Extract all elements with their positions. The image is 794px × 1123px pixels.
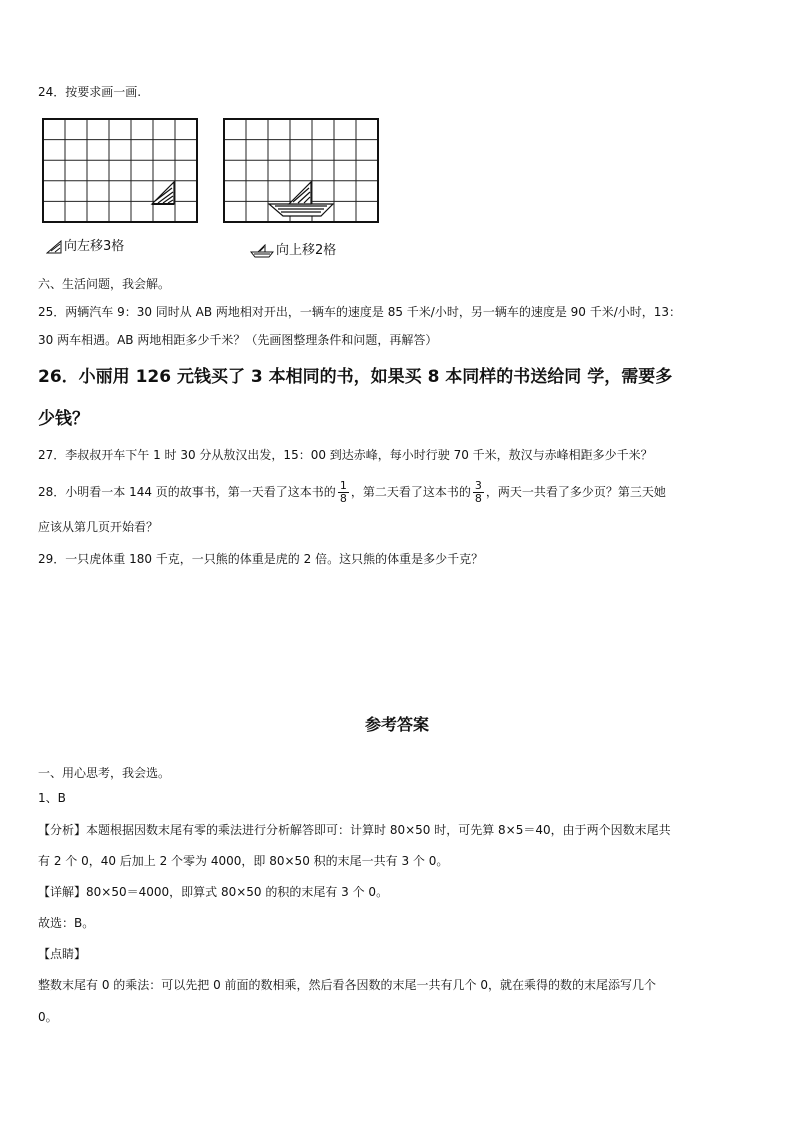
question-26-line1: 26．小丽用 126 元钱买了 3 本相同的书，如果买 8 本同样的书送给同 学，需要多 bbox=[38, 367, 673, 387]
choice-line: 故选：B。 bbox=[38, 916, 95, 930]
small-boat-icon bbox=[250, 244, 274, 258]
answer-section-1: 一、用心思考，我会选。 bbox=[38, 766, 171, 780]
answer-title: 参考答案 bbox=[364, 715, 429, 734]
left-grid-border bbox=[43, 119, 197, 222]
question-25-line1: 25．两辆汽车 9：30 同时从 AB 两地相对开出，一辆车的速度是 85 千米/小时，另一辆车的速度是 90 千米/小时，13： bbox=[38, 305, 682, 319]
right-caption-text: 向上移2格 bbox=[276, 243, 337, 258]
left-caption bbox=[46, 239, 124, 255]
question-28-line1 bbox=[38, 480, 666, 505]
left-caption-text: 向左移3格 bbox=[64, 239, 125, 254]
small-triangle-icon bbox=[46, 240, 62, 254]
question-28-line2: 应该从第几页开始看？ bbox=[38, 520, 159, 534]
question-24: 24．按要求画一画. bbox=[38, 85, 142, 99]
fraction-three-eighths bbox=[473, 480, 484, 505]
fraction2-denominator: 8 bbox=[474, 492, 482, 505]
analysis-line1: 【分析】本题根据因数末尾有零的乘法进行分析解答即可：计算时 80×50 时，可先算 8×5＝40，由于两个因数末尾共 bbox=[38, 823, 671, 837]
analysis-line2: 有 2 个 0，40 后加上 2 个零为 4000，即 80×50 积的末尾一共有 3 个 0。 bbox=[38, 854, 449, 868]
detail-line: 【详解】80×50＝4000，即算式 80×50 的积的末尾有 3 个 0。 bbox=[38, 885, 389, 899]
question-25-line2: 30 两车相遇。AB 两地相距多少千米？（先画图整理条件和问题，再解答） bbox=[38, 333, 438, 347]
tip-label: 【点睛】 bbox=[38, 947, 87, 961]
question-28-part3: ，两天一共看了多少页？第三天她 bbox=[485, 485, 666, 499]
fraction-one-eighth bbox=[338, 480, 349, 505]
question-27: 27．李叔叔开车下午 1 时 30 分从敖汉出发，15：00 到达赤峰，每小时行驶 70 千米，敖汉与赤峰相距多少千米？ bbox=[38, 448, 653, 462]
tip-line2: 0。 bbox=[38, 1010, 58, 1024]
right-shape bbox=[269, 182, 333, 216]
question-28-part2: ，第二天看了这本书的 bbox=[350, 485, 471, 499]
fraction2-numerator: 3 bbox=[474, 479, 482, 492]
tip-line1: 整数末尾有 0 的乘法：可以先把 0 前面的数相乘，然后看各因数的末尾一共有几个 0，就在乘得的数的末尾添写几个 bbox=[38, 978, 656, 992]
left-shape bbox=[152, 182, 174, 204]
section-6-heading: 六、生活问题，我会解。 bbox=[38, 277, 171, 291]
right-caption bbox=[250, 243, 336, 259]
left-grid-lines bbox=[43, 119, 197, 222]
left-grid-figure bbox=[42, 118, 202, 228]
question-26-line2: 少钱？ bbox=[38, 409, 89, 429]
answer-1: 1、B bbox=[38, 791, 66, 805]
fraction1-denominator: 8 bbox=[339, 492, 347, 505]
right-grid-figure bbox=[223, 118, 383, 228]
fraction1-numerator: 1 bbox=[339, 479, 347, 492]
question-28-part1: 28．小明看一本 144 页的故事书，第一天看了这本书的 bbox=[38, 485, 336, 499]
question-29: 29．一只虎体重 180 千克，一只熊的体重是虎的 2 倍。这只熊的体重是多少千克？ bbox=[38, 552, 484, 566]
